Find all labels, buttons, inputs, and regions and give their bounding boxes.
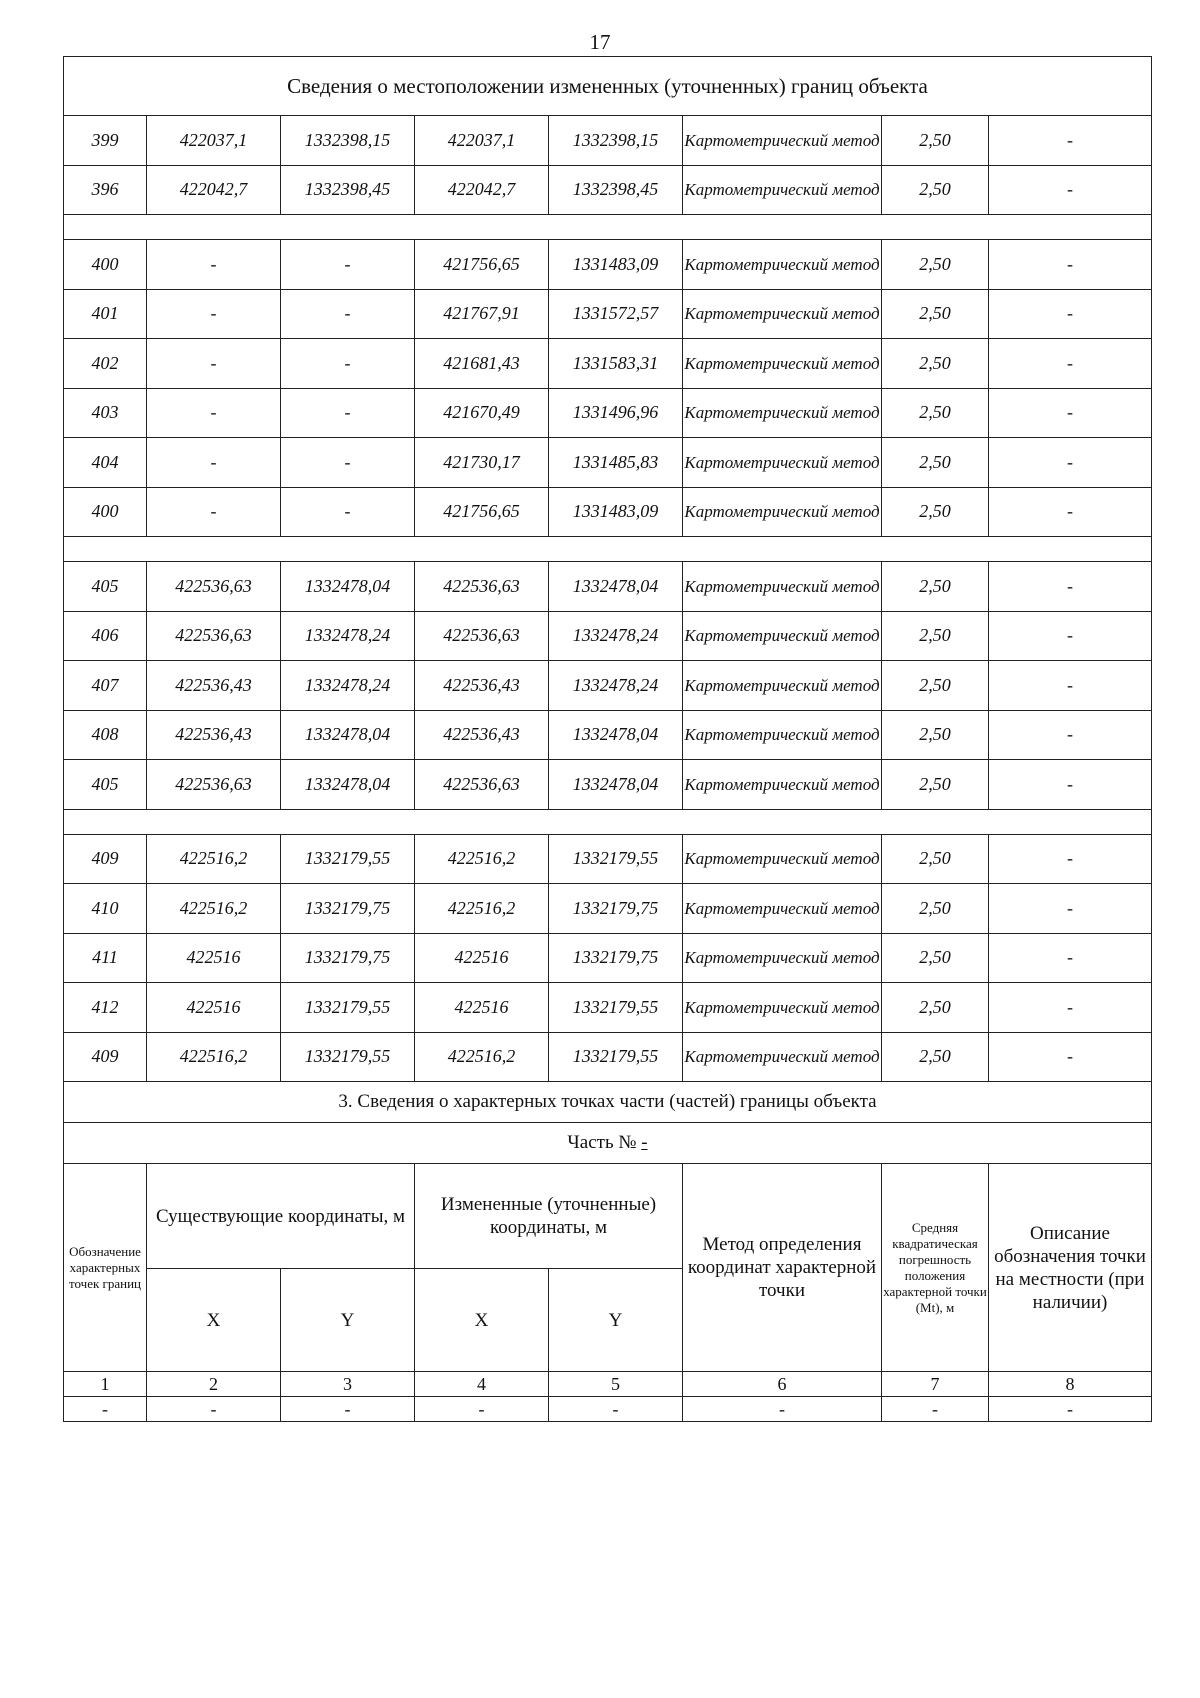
accuracy-cell: 2,50 <box>882 438 989 488</box>
existing-x-cell: - <box>147 487 281 537</box>
header-existing-coords: Существующие координаты, м <box>147 1164 415 1269</box>
point-number-cell: 411 <box>64 933 147 983</box>
method-cell: Картометрический метод <box>683 562 882 612</box>
point-number-cell: 400 <box>64 487 147 537</box>
page-number: 17 <box>589 30 611 54</box>
header-existing-x: X <box>147 1269 281 1372</box>
section-3-heading: 3. Сведения о характерных точках части (частей) границы объекта <box>64 1082 1152 1123</box>
existing-x-cell: 422516 <box>147 933 281 983</box>
part-table-cell: - <box>683 1397 882 1422</box>
table-row <box>64 116 1152 166</box>
part-table-cell: - <box>415 1397 549 1422</box>
changed-y-cell: 1332398,15 <box>549 116 683 166</box>
changed-y-cell: 1332179,75 <box>549 884 683 934</box>
method-cell: Картометрический метод <box>683 834 882 884</box>
table-title: Сведения о местоположении измененных (уточненных) границ объекта <box>64 57 1152 116</box>
existing-y-cell: 1332478,04 <box>281 562 415 612</box>
accuracy-cell: 2,50 <box>882 165 989 215</box>
method-cell: Картометрический метод <box>683 760 882 810</box>
accuracy-cell: 2,50 <box>882 933 989 983</box>
column-number: 4 <box>415 1372 549 1397</box>
description-cell: - <box>989 339 1152 389</box>
accuracy-cell: 2,50 <box>882 240 989 290</box>
method-cell: Картометрический метод <box>683 661 882 711</box>
table-row <box>64 339 1152 389</box>
description-cell: - <box>989 116 1152 166</box>
existing-y-cell: - <box>281 240 415 290</box>
accuracy-cell: 2,50 <box>882 562 989 612</box>
table-row <box>64 487 1152 537</box>
existing-y-cell: 1332179,75 <box>281 933 415 983</box>
description-cell: - <box>989 388 1152 438</box>
existing-y-cell: - <box>281 388 415 438</box>
accuracy-cell: 2,50 <box>882 834 989 884</box>
existing-x-cell: - <box>147 438 281 488</box>
existing-y-cell: 1332179,55 <box>281 1032 415 1082</box>
point-number-cell: 401 <box>64 289 147 339</box>
table-row <box>64 289 1152 339</box>
changed-y-cell: 1331572,57 <box>549 289 683 339</box>
description-cell: - <box>989 562 1152 612</box>
table-row <box>64 1032 1152 1082</box>
accuracy-cell: 2,50 <box>882 388 989 438</box>
changed-x-cell: 422536,43 <box>415 710 549 760</box>
point-number-cell: 403 <box>64 388 147 438</box>
group-separator-row <box>64 215 1152 240</box>
part-table-cell: - <box>281 1397 415 1422</box>
changed-x-cell: 422516,2 <box>415 1032 549 1082</box>
group-separator <box>64 215 1152 240</box>
changed-x-cell: 422536,63 <box>415 760 549 810</box>
header-point-designation: Обозначение характерных точек границ <box>64 1164 147 1372</box>
changed-x-cell: 421756,65 <box>415 487 549 537</box>
point-number-cell: 399 <box>64 116 147 166</box>
existing-x-cell: 422536,63 <box>147 760 281 810</box>
existing-y-cell: 1332179,75 <box>281 884 415 934</box>
point-number-cell: 400 <box>64 240 147 290</box>
description-cell: - <box>989 611 1152 661</box>
method-cell: Картометрический метод <box>683 289 882 339</box>
header-description: Описание обозначения точки на местности (при наличии) <box>989 1164 1152 1372</box>
column-number: 8 <box>989 1372 1152 1397</box>
point-number-cell: 405 <box>64 562 147 612</box>
description-cell: - <box>989 983 1152 1033</box>
existing-x-cell: 422536,63 <box>147 562 281 612</box>
changed-y-cell: 1332179,55 <box>549 983 683 1033</box>
changed-x-cell: 421767,91 <box>415 289 549 339</box>
existing-y-cell: 1332478,24 <box>281 611 415 661</box>
part-table-cell: - <box>989 1397 1152 1422</box>
point-number-cell: 407 <box>64 661 147 711</box>
existing-x-cell: 422516,2 <box>147 834 281 884</box>
header-rms-error: Средняя квадратическая погрешность положения характерной точки (Mt), м <box>882 1164 989 1372</box>
part-table-cell: - <box>549 1397 683 1422</box>
existing-x-cell: - <box>147 240 281 290</box>
method-cell: Картометрический метод <box>683 710 882 760</box>
table-row <box>64 611 1152 661</box>
existing-x-cell: - <box>147 388 281 438</box>
description-cell: - <box>989 933 1152 983</box>
method-cell: Картометрический метод <box>683 884 882 934</box>
part-table-cell: - <box>64 1397 147 1422</box>
method-cell: Картометрический метод <box>683 487 882 537</box>
method-cell: Картометрический метод <box>683 933 882 983</box>
changed-x-cell: 421730,17 <box>415 438 549 488</box>
description-cell: - <box>989 165 1152 215</box>
changed-y-cell: 1331583,31 <box>549 339 683 389</box>
method-cell: Картометрический метод <box>683 165 882 215</box>
existing-x-cell: 422037,1 <box>147 116 281 166</box>
existing-y-cell: 1332398,15 <box>281 116 415 166</box>
part-table-cell: - <box>147 1397 281 1422</box>
changed-y-cell: 1332478,24 <box>549 611 683 661</box>
changed-y-cell: 1332179,55 <box>549 1032 683 1082</box>
table-row <box>64 388 1152 438</box>
existing-y-cell: - <box>281 487 415 537</box>
description-cell: - <box>989 661 1152 711</box>
changed-x-cell: 422516 <box>415 983 549 1033</box>
description-cell: - <box>989 834 1152 884</box>
column-number: 6 <box>683 1372 882 1397</box>
group-separator <box>64 809 1152 834</box>
description-cell: - <box>989 438 1152 488</box>
point-number-cell: 412 <box>64 983 147 1033</box>
table-row <box>64 710 1152 760</box>
changed-x-cell: 422536,43 <box>415 661 549 711</box>
point-number-cell: 409 <box>64 834 147 884</box>
point-number-cell: 396 <box>64 165 147 215</box>
description-cell: - <box>989 1032 1152 1082</box>
existing-x-cell: 422516,2 <box>147 884 281 934</box>
description-cell: - <box>989 240 1152 290</box>
column-number: 5 <box>549 1372 683 1397</box>
changed-x-cell: 421681,43 <box>415 339 549 389</box>
existing-y-cell: - <box>281 339 415 389</box>
description-cell: - <box>989 710 1152 760</box>
description-cell: - <box>989 487 1152 537</box>
changed-x-cell: 422516 <box>415 933 549 983</box>
point-number-cell: 402 <box>64 339 147 389</box>
point-number-cell: 405 <box>64 760 147 810</box>
changed-y-cell: 1331483,09 <box>549 240 683 290</box>
changed-x-cell: 422536,63 <box>415 611 549 661</box>
point-number-cell: 410 <box>64 884 147 934</box>
table-row <box>64 933 1152 983</box>
table-row <box>64 438 1152 488</box>
table-row <box>64 562 1152 612</box>
header-method: Метод определения координат характерной точки <box>683 1164 882 1372</box>
changed-y-cell: 1332398,45 <box>549 165 683 215</box>
table-row <box>64 760 1152 810</box>
header-changed-y: Y <box>549 1269 683 1372</box>
part-table-cell: - <box>882 1397 989 1422</box>
point-number-cell: 409 <box>64 1032 147 1082</box>
existing-x-cell: - <box>147 339 281 389</box>
method-cell: Картометрический метод <box>683 388 882 438</box>
changed-x-cell: 422536,63 <box>415 562 549 612</box>
group-separator-row <box>64 537 1152 562</box>
group-separator-row <box>64 809 1152 834</box>
accuracy-cell: 2,50 <box>882 710 989 760</box>
accuracy-cell: 2,50 <box>882 884 989 934</box>
method-cell: Картометрический метод <box>683 339 882 389</box>
existing-x-cell: 422516 <box>147 983 281 1033</box>
table-row <box>64 834 1152 884</box>
existing-x-cell: 422536,43 <box>147 661 281 711</box>
part-label-cell <box>64 1123 1152 1164</box>
method-cell: Картометрический метод <box>683 983 882 1033</box>
boundary-coordinates-table <box>63 56 1152 1422</box>
existing-x-cell: 422516,2 <box>147 1032 281 1082</box>
changed-x-cell: 422037,1 <box>415 116 549 166</box>
changed-y-cell: 1332478,24 <box>549 661 683 711</box>
column-number: 1 <box>64 1372 147 1397</box>
existing-y-cell: 1332179,55 <box>281 834 415 884</box>
header-existing-y: Y <box>281 1269 415 1372</box>
part-label: Часть № <box>567 1132 637 1153</box>
header-changed-x: X <box>415 1269 549 1372</box>
description-cell: - <box>989 760 1152 810</box>
changed-x-cell: 421756,65 <box>415 240 549 290</box>
changed-y-cell: 1331485,83 <box>549 438 683 488</box>
table-row <box>64 884 1152 934</box>
point-number-cell: 406 <box>64 611 147 661</box>
table-row <box>64 165 1152 215</box>
header-changed-coords: Измененные (уточненные) координаты, м <box>415 1164 683 1269</box>
method-cell: Картометрический метод <box>683 1032 882 1082</box>
changed-x-cell: 421670,49 <box>415 388 549 438</box>
accuracy-cell: 2,50 <box>882 661 989 711</box>
accuracy-cell: 2,50 <box>882 116 989 166</box>
description-cell: - <box>989 884 1152 934</box>
existing-y-cell: 1332478,04 <box>281 760 415 810</box>
changed-y-cell: 1332478,04 <box>549 562 683 612</box>
existing-y-cell: - <box>281 289 415 339</box>
point-number-cell: 408 <box>64 710 147 760</box>
part-number: - <box>641 1132 648 1153</box>
description-cell: - <box>989 289 1152 339</box>
changed-y-cell: 1332179,55 <box>549 834 683 884</box>
changed-y-cell: 1331496,96 <box>549 388 683 438</box>
group-separator <box>64 537 1152 562</box>
existing-y-cell: 1332478,24 <box>281 661 415 711</box>
accuracy-cell: 2,50 <box>882 1032 989 1082</box>
method-cell: Картометрический метод <box>683 240 882 290</box>
accuracy-cell: 2,50 <box>882 983 989 1033</box>
existing-y-cell: 1332478,04 <box>281 710 415 760</box>
accuracy-cell: 2,50 <box>882 289 989 339</box>
accuracy-cell: 2,50 <box>882 487 989 537</box>
method-cell: Картометрический метод <box>683 611 882 661</box>
existing-x-cell: - <box>147 289 281 339</box>
changed-x-cell: 422516,2 <box>415 834 549 884</box>
changed-x-cell: 422042,7 <box>415 165 549 215</box>
changed-x-cell: 422516,2 <box>415 884 549 934</box>
changed-y-cell: 1332179,75 <box>549 933 683 983</box>
column-number: 2 <box>147 1372 281 1397</box>
existing-x-cell: 422536,63 <box>147 611 281 661</box>
method-cell: Картометрический метод <box>683 438 882 488</box>
changed-y-cell: 1332478,04 <box>549 710 683 760</box>
table-row <box>64 983 1152 1033</box>
method-cell: Картометрический метод <box>683 116 882 166</box>
point-number-cell: 404 <box>64 438 147 488</box>
accuracy-cell: 2,50 <box>882 611 989 661</box>
changed-y-cell: 1332478,04 <box>549 760 683 810</box>
table-row <box>64 661 1152 711</box>
column-number: 3 <box>281 1372 415 1397</box>
accuracy-cell: 2,50 <box>882 760 989 810</box>
existing-y-cell: 1332398,45 <box>281 165 415 215</box>
existing-x-cell: 422042,7 <box>147 165 281 215</box>
accuracy-cell: 2,50 <box>882 339 989 389</box>
existing-y-cell: - <box>281 438 415 488</box>
existing-y-cell: 1332179,55 <box>281 983 415 1033</box>
column-number: 7 <box>882 1372 989 1397</box>
changed-y-cell: 1331483,09 <box>549 487 683 537</box>
table-row <box>64 240 1152 290</box>
existing-x-cell: 422536,43 <box>147 710 281 760</box>
